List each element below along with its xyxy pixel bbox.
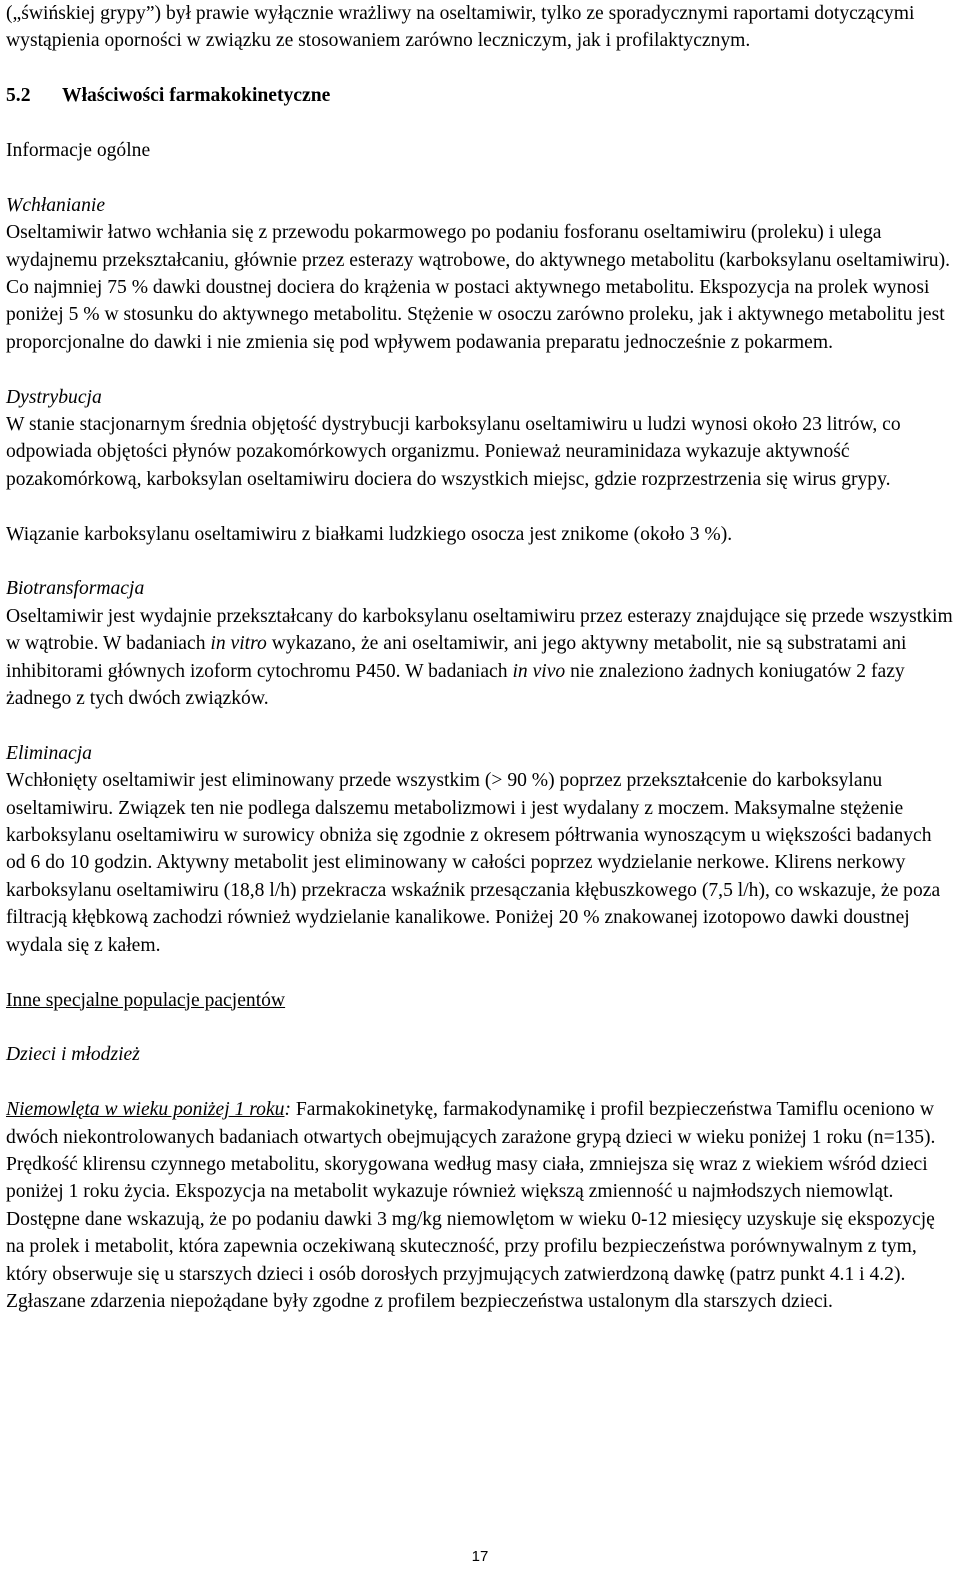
in-vivo-term: in vivo: [512, 660, 566, 682]
spacer: [6, 493, 954, 520]
infants-colon: :: [284, 1099, 291, 1121]
absorption-heading: Wchłanianie: [6, 194, 106, 216]
infants-paragraph: [6, 1096, 954, 1315]
spacer: [6, 1014, 954, 1041]
special-populations-heading: Inne specjalne populacje pacjentów: [6, 989, 286, 1011]
section-number: 5.2: [6, 85, 31, 107]
general-info-label: Informacje ogólne: [6, 140, 151, 161]
document-page: [6, 0, 954, 1315]
biotransformation-heading: Biotransformacja: [6, 578, 145, 600]
elimination-heading: Eliminacja: [6, 742, 92, 764]
protein-binding-paragraph: Wiązanie karboksylanu oseltamiwiru z białkami ludzkiego osocza jest znikome (około 3 %).: [6, 523, 733, 545]
spacer: [6, 959, 954, 986]
distribution-heading: Dystrybucja: [6, 386, 102, 408]
infants-label: Niemowlęta w wieku poniżej 1 roku: [6, 1099, 285, 1121]
biotransformation-text-3: nie znaleziono żadnych koniugatów 2 fazy żadnego z tych dwóch związków.: [6, 660, 905, 710]
biotransformation-text-1: Oseltamiwir jest wydajnie przekształcany do karboksylanu oseltamiwiru przez esterazy znajdujące się przede wszystkim w wątrobie. W badaniach: [6, 605, 953, 655]
children-heading: Dzieci i młodzież: [6, 1044, 140, 1066]
spacer: [6, 548, 954, 575]
in-vitro-term: in vitro: [210, 633, 267, 655]
section-title: Właściwości farmakokinetyczne: [62, 85, 331, 107]
intro-paragraph: („świńskiej grypy”) był prawie wyłącznie wrażliwy na oseltamiwir, tylko ze sporadycznymi raportami dotyczącymi wystąpienia oporności w związku ze stosowaniem zarówno leczniczym, jak i profilaktycznym.: [6, 3, 915, 52]
section-heading: [6, 82, 954, 109]
absorption-paragraph: Oseltamiwir łatwo wchłania się z przewodu pokarmowego po podaniu fosforanu oseltamiwiru (proleku) i ulega wydajnemu przekształcaniu, głównie przez esterazy wątrobowe, do aktywnego metabolitu (karboksylanu oseltamiwiru). Co najmniej 75 % dawki doustnej dociera do krążenia w postaci aktywnego metabolitu. Ekspozycja na prolek wynosi poniżej 5 % w stosunku do aktywnego metabolitu. Stężenie w osoczu zarówno proleku, jak i aktywnego metabolitu jest proporcjonalne do dawki i nie zmienia się pod wpływem podawania preparatu jednocześnie z pokarmem.: [6, 222, 950, 353]
spacer: [6, 712, 954, 739]
distribution-paragraph: W stanie stacjonarnym średnia objętość dystrybucji karboksylanu oseltamiwiru u ludzi wynosi około 23 litrów, co odpowiada objętości płynów pozakomórkowych organizmu. Ponieważ neuraminidaza wykazuje aktywność pozakomórkową, karboksylan oseltamiwiru dociera do wszystkich miejsc, gdzie rozprzestrzenia się wirus grypy.: [6, 414, 901, 490]
biotransformation-paragraph: [6, 603, 954, 713]
spacer: [6, 1069, 954, 1096]
spacer: [6, 164, 954, 191]
spacer: [6, 356, 954, 383]
spacer: [6, 110, 954, 137]
biotransformation-text-2: wykazano, że ani oseltamiwir, ani jego aktywny metabolit, nie są substratami ani inhibitorami głównych izoform cytochromu P450. W badaniach: [6, 633, 907, 682]
page-number: 17: [471, 1548, 489, 1565]
spacer: [6, 55, 954, 82]
infants-text: Farmakokinetykę, farmakodynamikę i profil bezpieczeństwa Tamiflu oceniono w dwóch niekontrolowanych badaniach otwartych obejmujących zarażone grypą dzieci w wieku poniżej 1 roku (n=135). Prędkość klirensu czynnego metabolitu, skorygowana według masy ciała, zmniejsza się wraz z wiekiem wśród dzieci poniżej 1 roku życia. Ekspozycja na metabolit wykazuje również większą zmienność u najmłodszych niemowląt. Dostępne dane wskazują, że po podaniu dawki 3 mg/kg niemowlętom w wieku 0-12 miesięcy uzyskuje się ekspozycję na prolek i metabolit, która zapewnia oczekiwaną skuteczność, przy profilu bezpieczeństwa porównywalnym z tym, który obserwuje się u starszych dzieci i osób dorosłych przyjmujących zatwierdzoną dawkę (patrz punkt 4.1 i 4.2). Zgłaszane zdarzenia niepożądane były zgodne z profilem bezpieczeństwa ustalonym dla starszych dzieci.: [6, 1099, 936, 1312]
elimination-paragraph: Wchłonięty oseltamiwir jest eliminowany przede wszystkim (> 90 %) poprzez przekształcenie do karboksylanu oseltamiwiru. Związek ten nie podlega dalszemu metabolizmowi i jest wydalany z moczem. Maksymalne stężenie karboksylanu oseltamiwiru w surowicy obniża się zgodnie z okresem półtrwania wynoszącym u większości badanych od 6 do 10 godzin. Aktywny metabolit jest eliminowany w całości poprzez wydzielanie nerkowe. Klirens nerkowy karboksylanu oseltamiwiru (18,8 l/h) przekracza wskaźnik przesączania kłębuszkowego (7,5 l/h), co wskazuje, że poza filtracją kłębkową zachodzi również wydzielanie kanalikowe. Poniżej 20 % znakowanej izotopowo dawki doustnej wydala się z kałem.: [6, 770, 941, 956]
